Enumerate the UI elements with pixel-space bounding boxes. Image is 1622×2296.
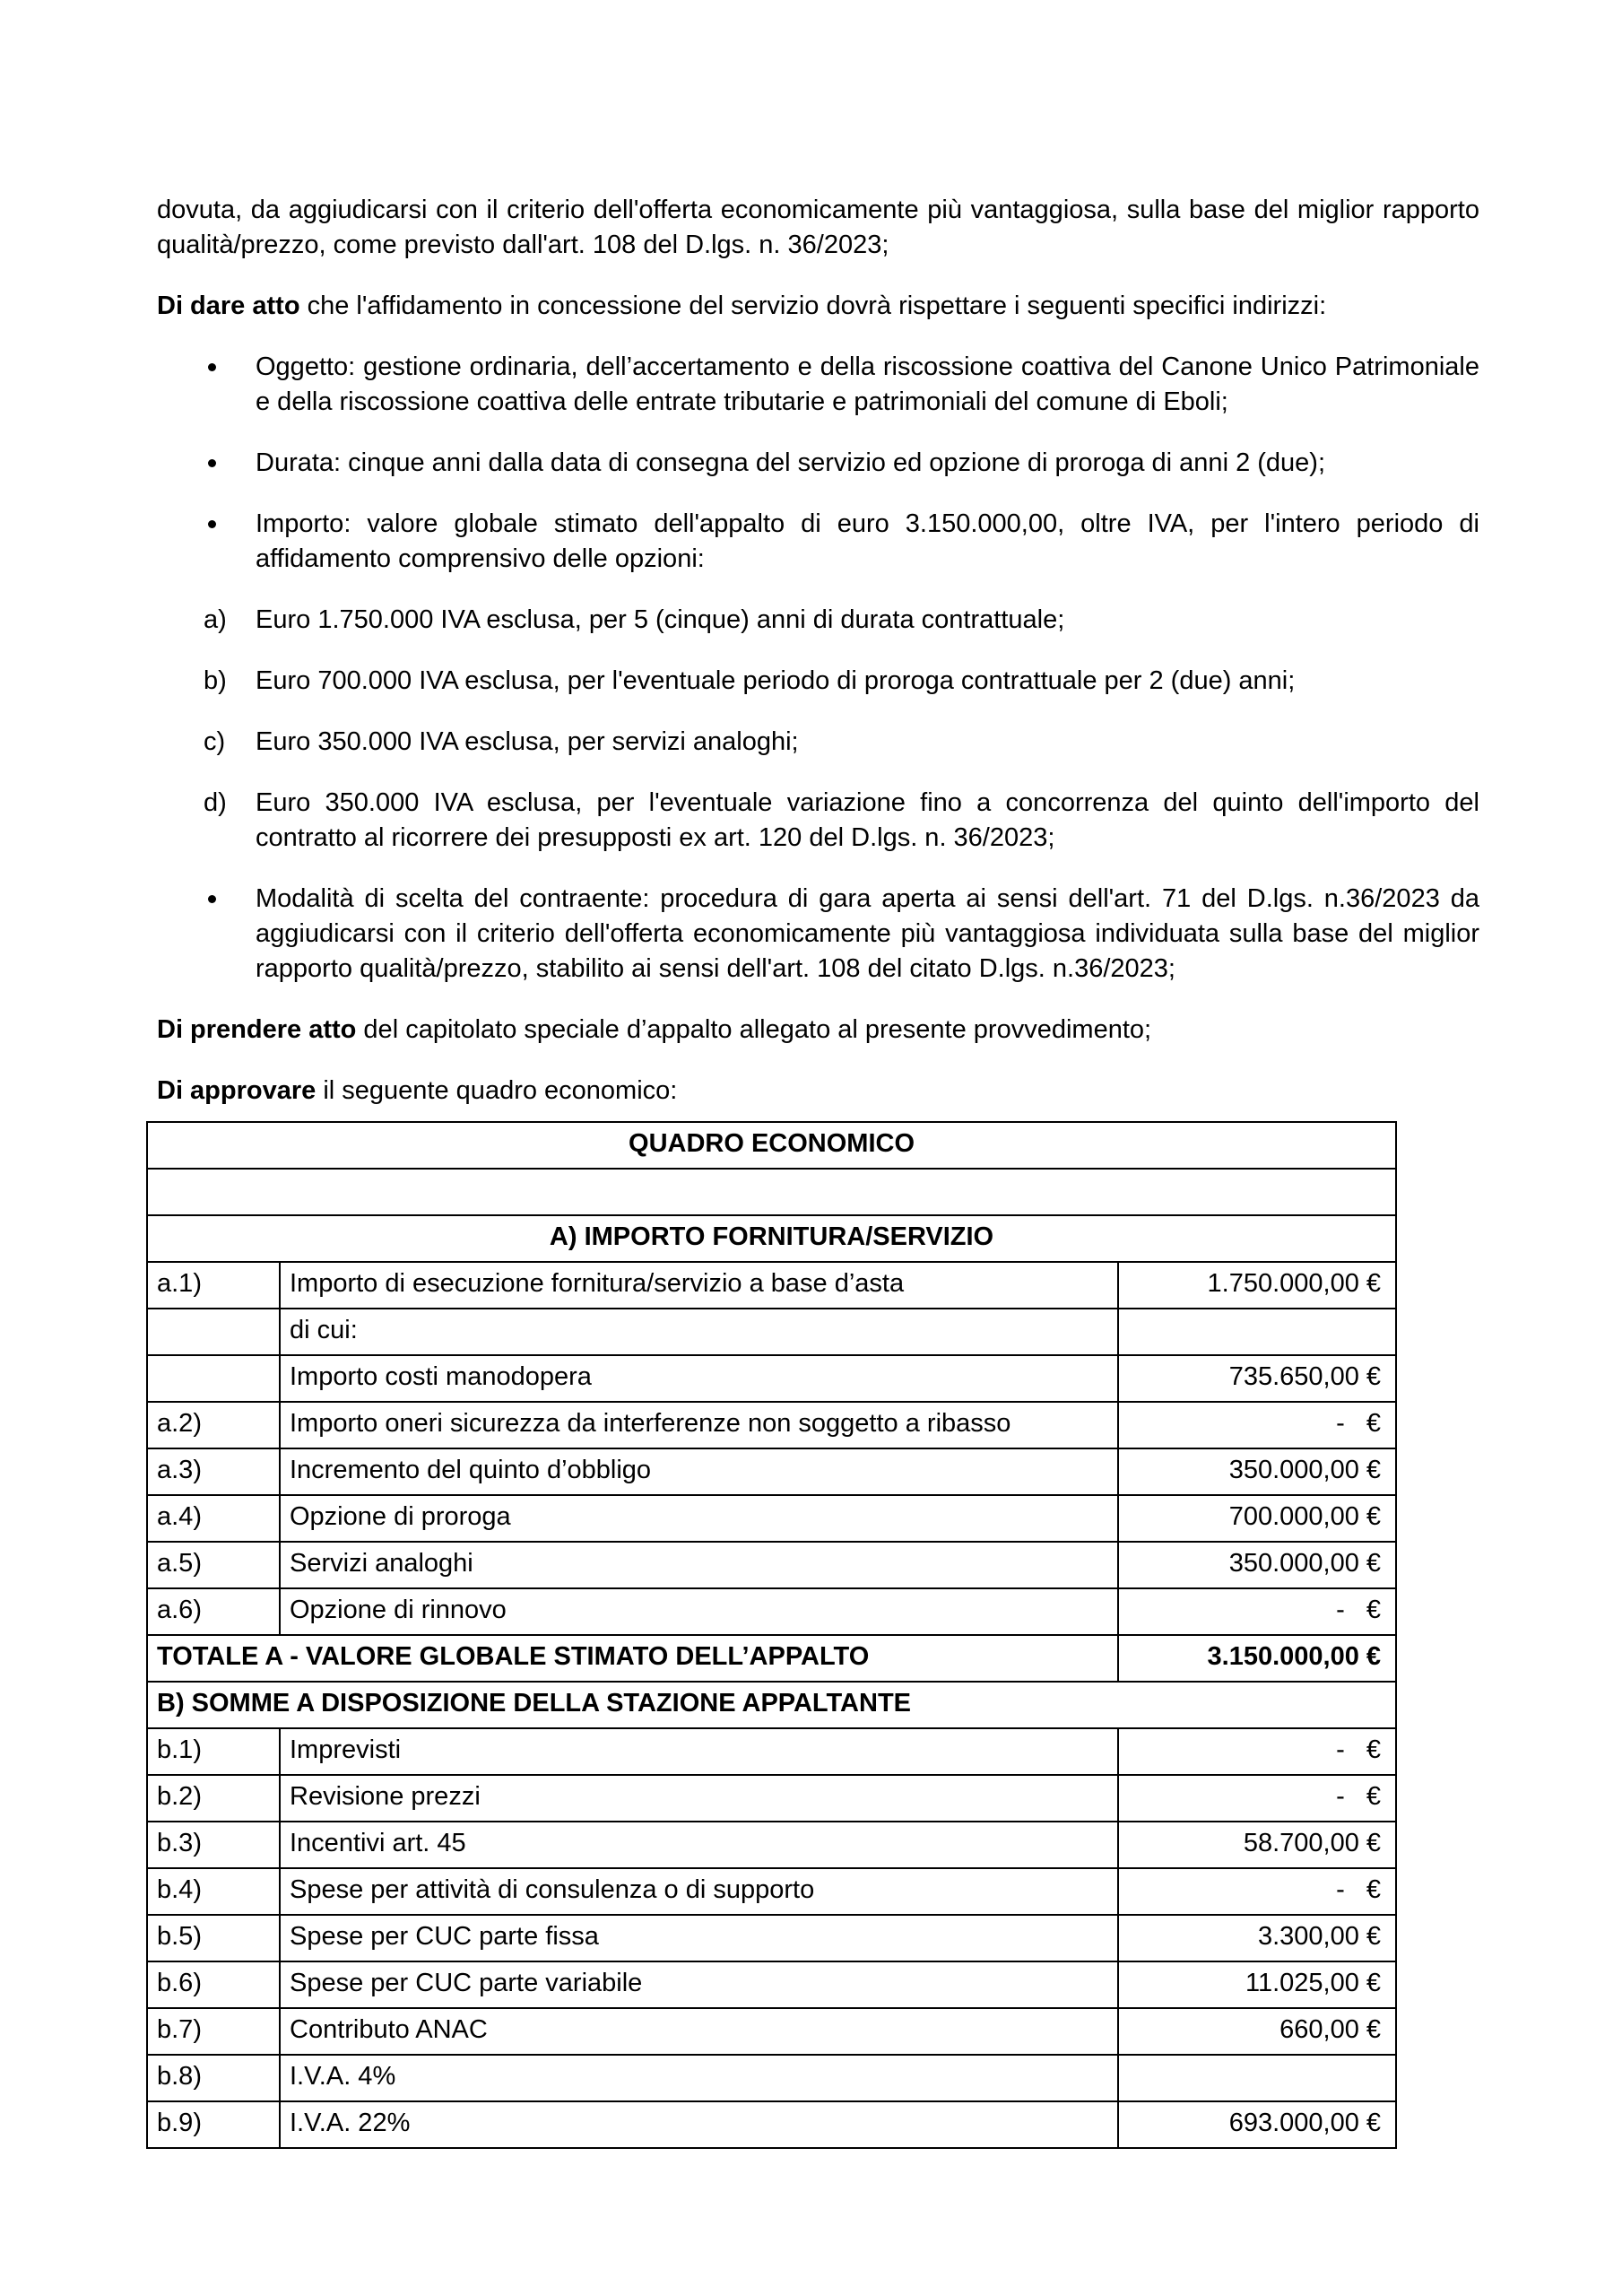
row-code: a.4) (147, 1495, 280, 1542)
empty-cell (147, 1169, 1396, 1215)
table-row (147, 1542, 1396, 1588)
bold-lead: Di prendere atto (157, 1015, 357, 1044)
row-code: b.4) (147, 1868, 280, 1915)
paragraph-prendere-atto (157, 1013, 1479, 1048)
list-item-c (157, 725, 1479, 760)
table-row (147, 1775, 1396, 1822)
bold-lead: Di approvare (157, 1076, 317, 1105)
row-code: b.9) (147, 2101, 280, 2148)
bold-lead: Di dare atto (157, 291, 300, 320)
row-value: 700.000,00 € (1118, 1495, 1396, 1542)
row-code: b.2) (147, 1775, 280, 1822)
table-empty-row (147, 1169, 1396, 1215)
table-row (147, 2055, 1396, 2101)
row-description: Incremento del quinto d’obbligo (280, 1448, 1118, 1495)
bullet-text: Importo: valore globale stimato dell'appalto di euro 3.150.000,00, oltre IVA, per l'intero periodo di affidamento comprensivo delle opzioni: (256, 509, 1479, 573)
paragraph-approvare (157, 1074, 1479, 1109)
row-value: 350.000,00 € (1118, 1448, 1396, 1495)
section-b-header-row (147, 1682, 1396, 1728)
row-description: Opzione di rinnovo (280, 1588, 1118, 1635)
row-value: - € (1118, 1588, 1396, 1635)
row-description: Opzione di proroga (280, 1495, 1118, 1542)
row-code: b.6) (147, 1961, 280, 2008)
list-marker: d) (204, 788, 227, 817)
table-row (147, 1309, 1396, 1355)
total-a-value: 3.150.000,00 € (1118, 1635, 1396, 1682)
row-description: Spese per attività di consulenza o di supporto (280, 1868, 1118, 1915)
row-value: - € (1118, 1775, 1396, 1822)
row-code: a.3) (147, 1448, 280, 1495)
list-marker: b) (204, 666, 227, 695)
row-value: - € (1118, 1728, 1396, 1775)
table-row (147, 1961, 1396, 2008)
total-a-label: TOTALE A - VALORE GLOBALE STIMATO DELL’APPALTO (147, 1635, 1118, 1682)
section-b-header: B) SOMME A DISPOSIZIONE DELLA STAZIONE APPALTANTE (147, 1682, 1396, 1728)
list-item-d (157, 786, 1479, 856)
bullet-item-durata (157, 446, 1479, 481)
total-a-row (147, 1635, 1396, 1682)
list-item-a (157, 603, 1479, 638)
row-value: 3.300,00 € (1118, 1915, 1396, 1961)
row-description: Imprevisti (280, 1728, 1118, 1775)
row-value: 1.750.000,00 € (1118, 1262, 1396, 1309)
section-a-header: A) IMPORTO FORNITURA/SERVIZIO (147, 1215, 1396, 1262)
table-row (147, 2008, 1396, 2055)
row-description: Revisione prezzi (280, 1775, 1118, 1822)
table-row (147, 1402, 1396, 1448)
bullet-text: Durata: cinque anni dalla data di consegna del servizio ed opzione di proroga di anni 2 (due); (256, 448, 1326, 477)
bullet-text: Modalità di scelta del contraente: procedura di gara aperta ai sensi dell'art. 71 del D.lgs. n.36/2023 da aggiudicarsi con il criterio dell'offerta economicamente più vantaggiosa individuata sulla base del miglior rapporto qualità/prezzo, stabilito ai sensi dell'art. 108 del citato D.lgs. n.36/2023; (256, 884, 1479, 983)
table-row (147, 1822, 1396, 1868)
row-value: 350.000,00 € (1118, 1542, 1396, 1588)
table-row (147, 1588, 1396, 1635)
table-title: QUADRO ECONOMICO (147, 1122, 1396, 1169)
list-item-b (157, 664, 1479, 699)
table-row (147, 1868, 1396, 1915)
bullet-text: Oggetto: gestione ordinaria, dell’accertamento e della riscossione coattiva del Canone Unico Patrimoniale e della riscossione coattiva delle entrate tributarie e patrimoniali del comune di Eboli; (256, 352, 1479, 416)
row-value: - € (1118, 1402, 1396, 1448)
bullet-item-oggetto (157, 350, 1479, 420)
row-value: 660,00 € (1118, 2008, 1396, 2055)
row-code: a.6) (147, 1588, 280, 1635)
row-description: Spese per CUC parte fissa (280, 1915, 1118, 1961)
row-description: di cui: (280, 1309, 1118, 1355)
paragraph-dare-atto (157, 289, 1479, 324)
bullet-item-modalita (157, 882, 1479, 987)
row-description: Importo costi manodopera (280, 1355, 1118, 1402)
row-description: I.V.A. 4% (280, 2055, 1118, 2101)
table-row (147, 1728, 1396, 1775)
paragraph-continuation: dovuta, da aggiudicarsi con il criterio dell'offerta economicamente più vantaggiosa, sulla base del miglior rapporto qualità/prezzo, come previsto dall'art. 108 del D.lgs. n. 36/2023; (157, 196, 1479, 259)
row-description: Incentivi art. 45 (280, 1822, 1118, 1868)
bullet-item-importo (157, 507, 1479, 577)
row-code: a.5) (147, 1542, 280, 1588)
row-description: I.V.A. 22% (280, 2101, 1118, 2148)
row-description: Importo di esecuzione fornitura/servizio a base d’asta (280, 1262, 1118, 1309)
paragraph-text: il seguente quadro economico: (316, 1076, 678, 1105)
row-description: Servizi analoghi (280, 1542, 1118, 1588)
table-title-row (147, 1122, 1396, 1169)
paragraph-text: che l'affidamento in concessione del servizio dovrà rispettare i seguenti specifici indirizzi: (299, 291, 1327, 320)
row-description: Spese per CUC parte variabile (280, 1961, 1118, 2008)
row-code: b.1) (147, 1728, 280, 1775)
table-row (147, 2101, 1396, 2148)
row-value: - € (1118, 1868, 1396, 1915)
quadro-economico-table (146, 1121, 1397, 2149)
list-text: Euro 350.000 IVA esclusa, per servizi analoghi; (256, 727, 799, 756)
list-marker: a) (204, 605, 227, 634)
row-value: 735.650,00 € (1118, 1355, 1396, 1402)
row-value (1118, 1309, 1396, 1355)
table-row (147, 1915, 1396, 1961)
row-code (147, 1355, 280, 1402)
paragraph-text: del capitolato speciale d’appalto allegato al presente provvedimento; (356, 1015, 1152, 1044)
document-body (157, 193, 1479, 2149)
row-value: 58.700,00 € (1118, 1822, 1396, 1868)
row-value: 11.025,00 € (1118, 1961, 1396, 2008)
table-row (147, 1262, 1396, 1309)
list-text: Euro 1.750.000 IVA esclusa, per 5 (cinque) anni di durata contrattuale; (256, 605, 1065, 634)
table-row (147, 1495, 1396, 1542)
list-marker: c) (204, 727, 226, 756)
list-text: Euro 350.000 IVA esclusa, per l'eventuale variazione fino a concorrenza del quinto dell'importo del contratto al ricorrere dei presupposti ex art. 120 del D.lgs. n. 36/2023; (256, 788, 1479, 852)
row-code: b.3) (147, 1822, 280, 1868)
row-code: a.1) (147, 1262, 280, 1309)
row-code: b.8) (147, 2055, 280, 2101)
row-code: b.7) (147, 2008, 280, 2055)
row-value (1118, 2055, 1396, 2101)
row-code: b.5) (147, 1915, 280, 1961)
row-code: a.2) (147, 1402, 280, 1448)
row-value: 693.000,00 € (1118, 2101, 1396, 2148)
section-a-header-row (147, 1215, 1396, 1262)
table-row (147, 1448, 1396, 1495)
row-code (147, 1309, 280, 1355)
table-row (147, 1355, 1396, 1402)
row-description: Contributo ANAC (280, 2008, 1118, 2055)
row-description: Importo oneri sicurezza da interferenze non soggetto a ribasso (280, 1402, 1118, 1448)
list-text: Euro 700.000 IVA esclusa, per l'eventuale periodo di proroga contrattuale per 2 (due) anni; (256, 666, 1296, 695)
